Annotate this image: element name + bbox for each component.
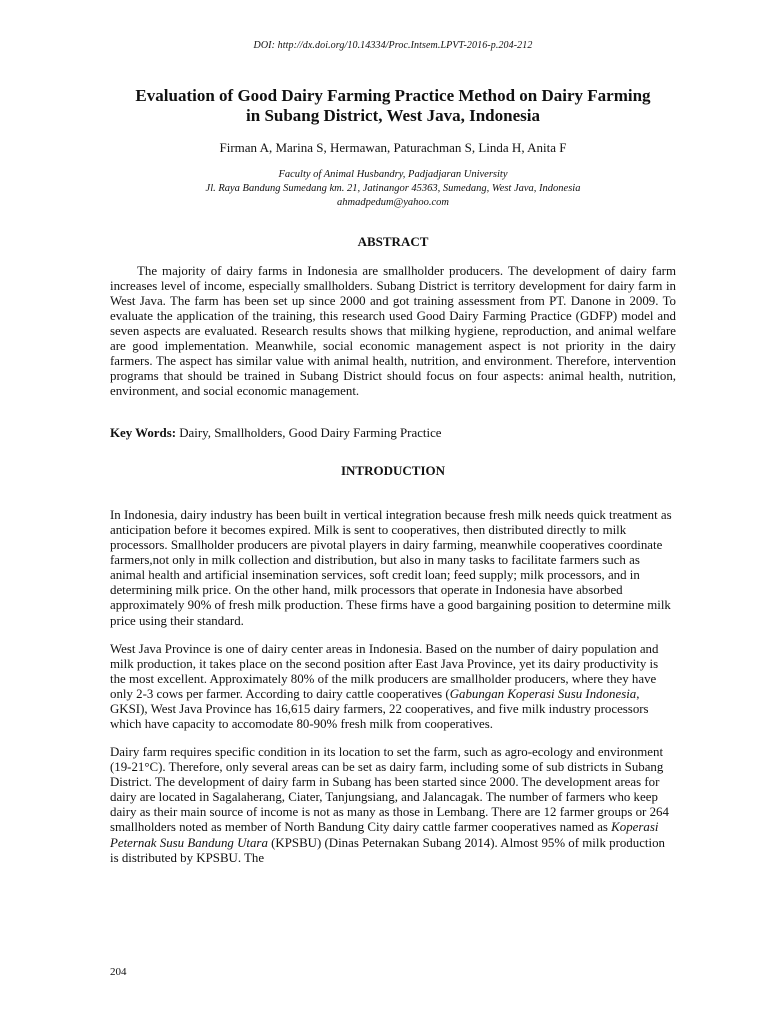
- page-number: 204: [110, 966, 127, 978]
- introduction-body: [110, 495, 676, 879]
- intro-p2-text-b: , GKSI), West Java Province has 16,615 dairy farmers, 22 cooperatives, and five milk industry processors which have capacity to accomodate 80-90% fresh milk from cooperatives.: [110, 686, 649, 731]
- intro-p2-text-a: West Java Province is one of dairy center areas in Indonesia. Based on the number of dairy population and milk production, it takes place on the second position after East Java Province, yet its dairy productivity is the most excellent. Approximately 80% of the milk producers are smallholder producers, where they have only 2-3 cows per farmer. According to dairy cattle cooperatives (: [110, 641, 659, 701]
- intro-p2-italic: Gabungan Koperasi Susu Indonesia: [449, 686, 637, 701]
- intro-paragraph-3: [110, 745, 676, 866]
- intro-paragraph-2: [110, 642, 676, 733]
- intro-paragraph-1: In Indonesia, dairy industry has been built in vertical integration because fresh milk needs quick treatment as anticipation before it becomes expired. Milk is sent to cooperatives, then distributed directly to milk processors. Smallholder producers are pivotal players in dairy farming, meanwhile cooperatives coordinate farmers,not only in milk collection and distribution, but also in many tasks to facilitate farmers such as animal health and artificial insemination services, soft credit loan; feed supply; milk processors, and in determining milk price. On the other hand, milk processors that operate in Indonesia have absorbed approximately 90% of fresh milk production. These firms have a good bargaining position to determine milk price using their standard.: [110, 507, 672, 628]
- abstract-heading: ABSTRACT: [357, 234, 429, 249]
- affiliation-faculty: Faculty of Animal Husbandry, Padjadjaran University: [278, 169, 508, 180]
- doi-header: DOI: http://dx.doi.org/10.14334/Proc.Intsem.LPVT-2016-p.204-212: [253, 40, 533, 51]
- authors: Firman A, Marina S, Hermawan, Paturachman S, Linda H, Anita F: [219, 140, 567, 155]
- intro-p3-text-b: (KPSBU) (Dinas Peternakan Subang 2014). Almost 95% of milk production is distributed by KPSBU. The: [110, 835, 665, 865]
- intro-p3-italic: Koperasi Peternak Susu Bandung Utara: [110, 820, 659, 850]
- author-email: ahmadpedum@yahoo.com: [336, 197, 449, 208]
- abstract-text: The majority of dairy farms in Indonesia are smallholder producers. The development of dairy farm increases level of income, especially smallholders. Subang District is territory development for dairy farm in West Java. The farm has been set up since 2000 and got training assessment from PT. Danone in 2009. To evaluate the application of the training, this research used Good Dairy Farming Practice (GDFP) model and seven aspects are evaluated. Research results shows that milking hygiene, reproduction, and animal welfare are good implementation. Meanwhile, social economic management aspect is not priority in the dairy farmers. The aspect has similar value with animal health, nutrition, and environment. Therefore, intervention programs that should be trained in Subang District should focus on four aspects: animal health, nutrition, environment, and social economic management.: [110, 264, 676, 398]
- keywords-label: Key Words:: [110, 426, 177, 440]
- title-line-1: Evaluation of Good Dairy Farming Practice Method on Dairy Farming: [135, 86, 651, 105]
- keywords-list: Dairy, Smallholders, Good Dairy Farming Practice: [176, 426, 442, 440]
- title-line-2: in Subang District, West Java, Indonesia: [246, 106, 540, 125]
- introduction-heading: INTRODUCTION: [340, 463, 445, 478]
- keywords: [110, 426, 676, 441]
- affiliation-address: Jl. Raya Bandung Sumedang km. 21, Jatinangor 45363, Sumedang, West Java, Indonesia: [205, 183, 581, 194]
- intro-p3-text-a: Dairy farm requires specific condition in its location to set the farm, such as agro-ecology and environment (19-21°C). Therefore, only several areas can be set as dairy farm, including some of sub districts in Subang District. The development of dairy farm in Subang has been started since 2000. The development areas for dairy are located in Sagalaherang, Ciater, Tanjungsiang, and Jalancagak. The number of farmers who keep dairy as their main source of income is not as many as those in Lembang. There are 12 farmer groups or 264 smallholders noted as member of North Bandung City dairy cattle farmer cooperatives named as: [110, 744, 669, 835]
- affiliation-block: [110, 168, 676, 210]
- paper-title: [110, 86, 676, 126]
